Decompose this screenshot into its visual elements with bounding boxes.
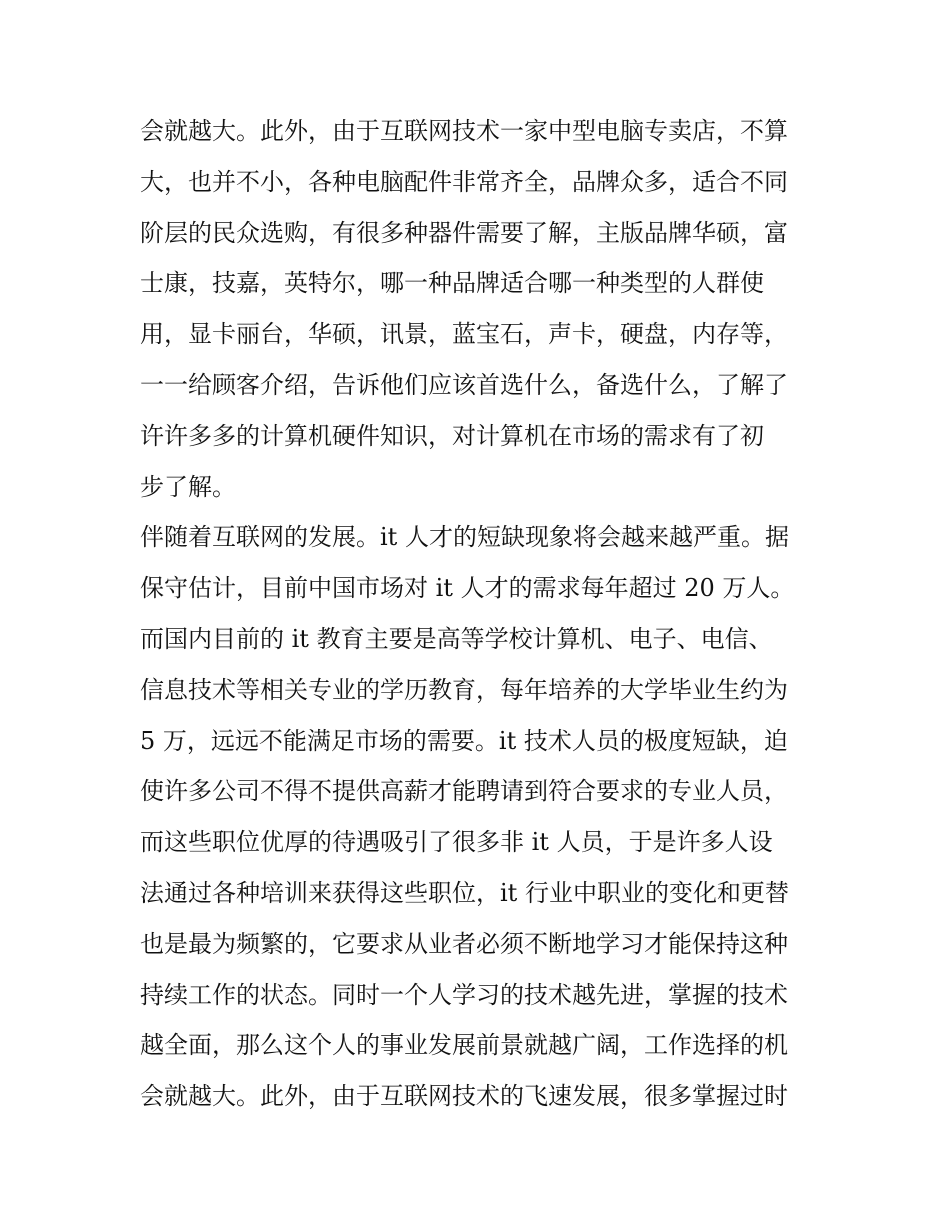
text-line: 越全面，那么这个人的事业发展前景就越广阔，工作选择的机: [140, 1031, 788, 1060]
text-line: 士康，技嘉，英特尔，哪一种品牌适合哪一种类型的人群使: [140, 269, 764, 298]
text-line: 法通过各种培训来获得这些职位，it 行业中职业的变化和更替: [140, 878, 789, 907]
text-line: 会就越大。此外，由于互联网技术的飞速发展，很多掌握过时: [140, 1082, 788, 1111]
text-line: 5 万，远远不能满足市场的需要。it 技术人员的极度短缺，迫: [140, 726, 788, 755]
text-line: 阶层的民众选购，有很多种器件需要了解，主版品牌华硕，富: [140, 218, 788, 247]
text-line: 也是最为频繁的，它要求从业者必须不断地学习才能保持这种: [140, 929, 788, 958]
text-line: 而国内目前的 it 教育主要是高等学校计算机、电子、电信、: [140, 624, 773, 653]
paragraph-2: [140, 512, 820, 1122]
text-line: 信息技术等相关专业的学历教育，每年培养的大学毕业生约为: [140, 675, 788, 704]
paragraph-1: [140, 106, 820, 512]
text-line: 用，显卡丽台，华硕，讯景，蓝宝石，声卡，硬盘，内存等，: [140, 320, 788, 349]
text-line: 持续工作的状态。同时一个人学习的技术越先进，掌握的技术: [140, 980, 788, 1009]
text-line: 而这些职位优厚的待遇吸引了很多非 it 人员，于是许多人设: [140, 828, 773, 857]
text-line: 步了解。: [140, 472, 236, 501]
text-line: 伴随着互联网的发展。it 人才的短缺现象将会越来越严重。据: [140, 523, 789, 552]
text-line: 会就越大。此外，由于互联网技术一家中型电脑专卖店，不算: [140, 117, 788, 145]
text-line: 许许多多的计算机硬件知识，对计算机在市场的需求有了初: [140, 421, 764, 450]
text-line: 一一给顾客介绍，告诉他们应该首选什么，备选什么，了解了: [140, 370, 788, 399]
document-body: [140, 106, 820, 1122]
text-line: 使许多公司不得不提供高薪才能聘请到符合要求的专业人员，: [140, 777, 788, 806]
text-line: 大，也并不小，各种电脑配件非常齐全，品牌众多，适合不同: [140, 167, 788, 196]
text-line: 保守估计，目前中国市场对 it 人才的需求每年超过 20 万人。: [140, 574, 795, 603]
